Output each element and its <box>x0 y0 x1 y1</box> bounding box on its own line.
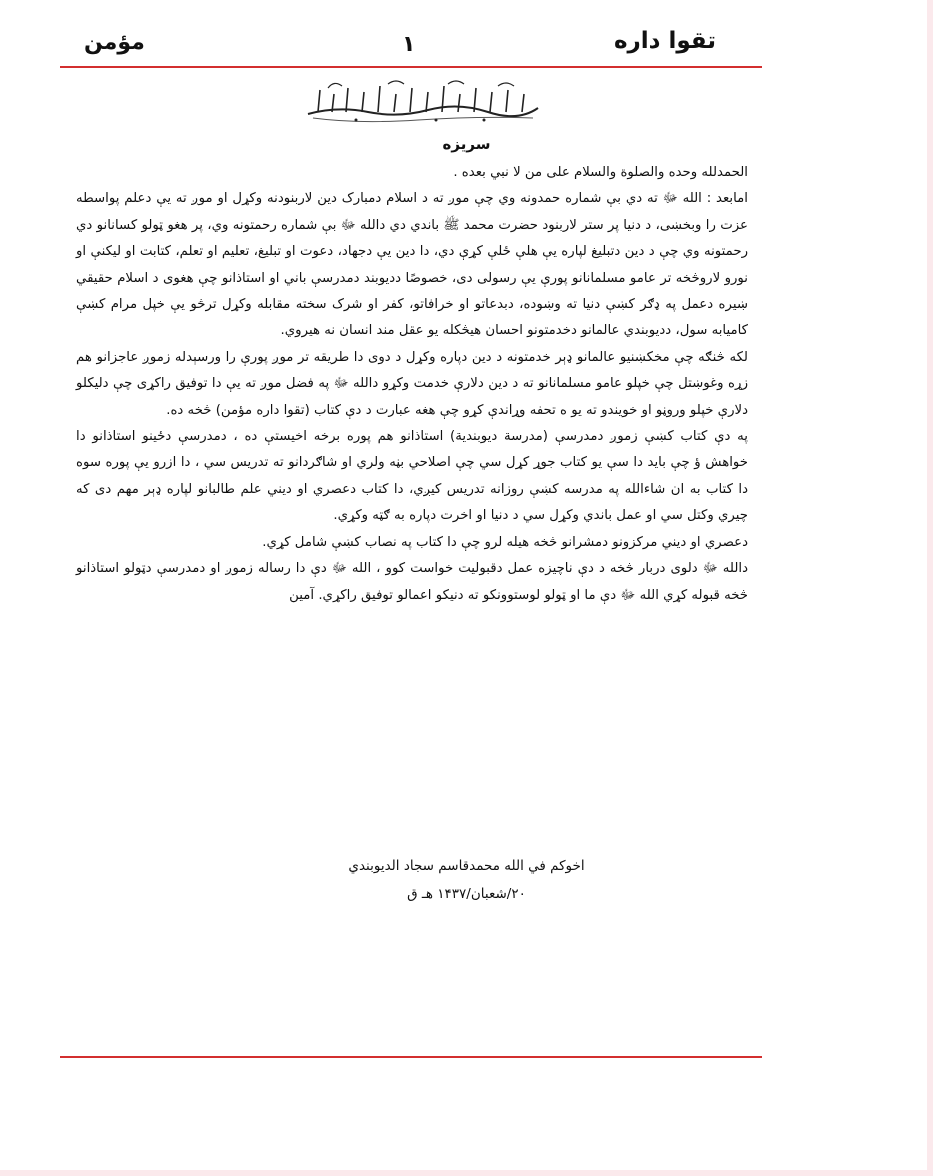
signature-date: ۲۰/شعبان/۱۴۳۷ هـ ق <box>407 886 526 902</box>
paragraph: دالله ﷻ دلوى دربار څخه د دې ناچيزه عمل دقبوليت خواست کوو ، الله ﷻ دې دا رساله زموږ او دمدرسې دټولو استاذانو څخه قبوله کړي الله ﷻ دې ما او ټولو لوستوونکو ته دنيکو اعمالو توفيق راکړي. آمين <box>76 561 748 603</box>
paragraph: امابعد : الله ﷻ ته دي بې شماره حمدونه وي چې موږ ته د اسلام دمبارک دين لاربنودنه وکړل او موږ ته يې دعلم پواسطه عزت را وبخښى، د دنيا پر ستر لاربنود حضرت محمد ﷺ باندي دي دالله ﷻ بې شماره رحمتونه وي، پر هغو ټولو کسانانو دي رحمتونه وي چې د دين دتبليغ لپاره يې هلې ځلې کړې دي، دا دين يې دجهاد، دعوت او تبليغ، تعليم او تعلم، کتابت او ليکنې او نورو لاروڅخه تر عامو مسلمانانو پورې يې رسولى دى، خصوصًا دديوبند دمدرسې باني او استاذانو چې هغوى د اسلام حقيقي ښيره دعمل په ډګر کښې دنيا ته وښوده، دبدعاتو او خرافاتو، کفر او شرک سخته مقابله وکړل ترڅو يې خپل مرام کښې کاميابه سول، دديوبندي عالمانو دخدمتونو احسان هيڅکله يو عقل مند انسان نه هيروي. <box>76 191 748 339</box>
paragraph: لکه څنګه چې مخکښنيو عالمانو ډېر خدمتونه د دين دپاره وکړل د دوى دا طريقه تر موږ پورې را ورسېدله زموږ عاجزانو هم زړه وغوښتل چې خپلو عامو مسلمانانو ته د دين دلارې خدمت وکړو دالله ﷻ په فضل موږ ته يې دا توفيق راکړى چې دليکلو دلارې خپلو وروڼو او خويندو ته يو ه تحفه وړاندې کړو چې هغه عبارت د دې کتاب (تقوا داره مؤمن) څخه ده. <box>76 349 748 418</box>
body-text <box>76 160 748 609</box>
page-header <box>62 18 760 64</box>
bismillah-calligraphy-image <box>298 76 548 126</box>
header-author-label: مؤمن <box>84 30 145 55</box>
bismillah-calligraphy <box>298 76 548 126</box>
signature-block <box>0 852 933 908</box>
paragraph: دعصري او ديني مرکزونو دمشرانو څخه هيله لرو چې دا کتاب په نصاب کښې شامل کړي. <box>262 534 748 550</box>
section-heading: سریزه <box>442 135 491 153</box>
header-divider <box>60 66 762 68</box>
paragraph: الحمدلله وحده والصلوة والسلام علی من لا نبي بعده . <box>453 165 748 180</box>
signature-name: اخوكم في الله محمدقاسم سجاد الديوبندي <box>348 858 585 874</box>
paragraph: په دې کتاب کښې زموږ دمدرسې (مدرسة ديوبندية) استاذانو هم پوره برخه اخيستې ده ، دمدرسې دځينو استاذانو دا خواهش ؤ چې بايد دا سې يو کتاب جوړ کړل سي چې اصلاحي بڼه ولري او شاګردانو ته تدريس سي ، دا ازرو يې پوره سوه دا کتاب به ان شاءالله په مدرسه کښې روزانه تدريس کيږي، دا کتاب دعصري او ديني علم طالبانو لپاره ډېر مهم دى که چيري وکتل سي او عمل باندي وکړل سي د دنيا او اخرت دپاره به ګټه وکړي. <box>76 429 748 524</box>
header-book-title: تقوا داره <box>613 28 716 54</box>
footer-divider <box>60 1056 762 1058</box>
page-number: ۱ <box>402 32 416 57</box>
